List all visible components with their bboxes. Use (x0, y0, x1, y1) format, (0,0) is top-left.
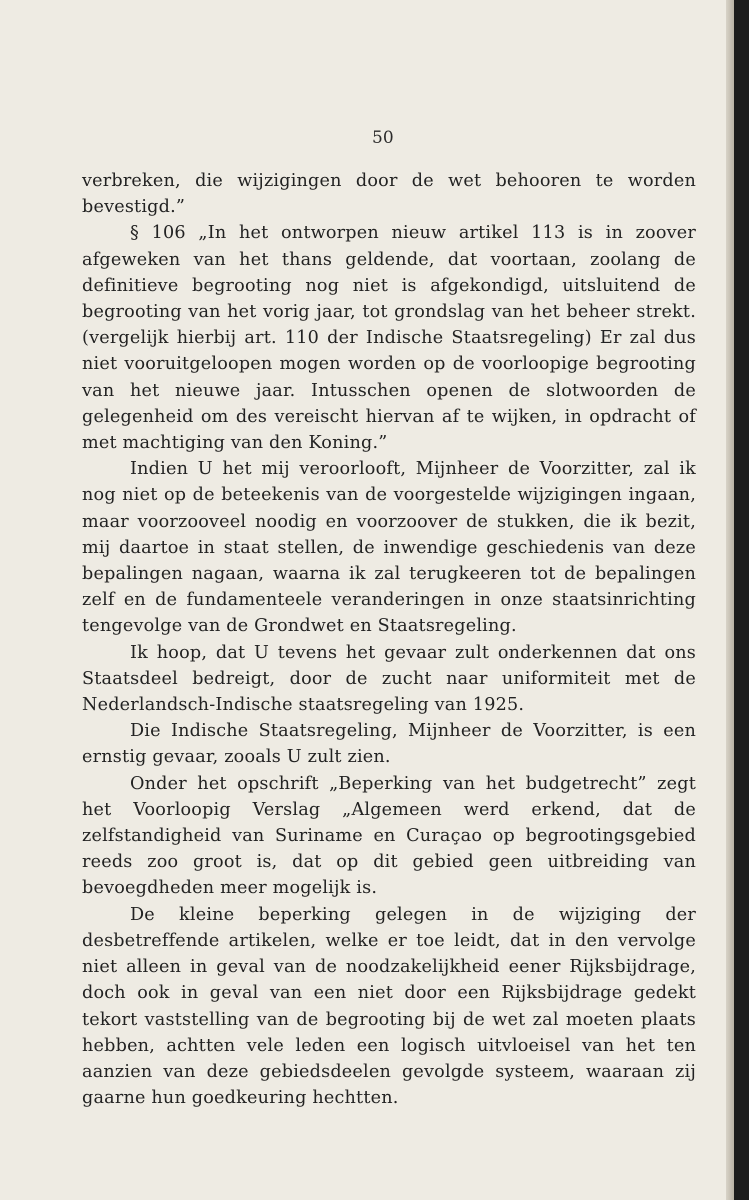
page-edge (726, 0, 734, 1200)
paragraph: Indien U het mij veroorlooft, Mijnheer de Voorzitter, zal ik nog niet op de beteekenis van de voorgestelde wijzigingen ingaan, maar voorzooveel noodig en voorzoover de stukken, die ik bezit, mij daartoe in staat stellen, de inwendige geschiedenis van deze bepalingen nagaan, waarna ik zal terugkeeren tot de bepalingen zelf en de fundamenteele veranderingen in onze staatsinrichting tengevolge van de Grondwet en Staatsregeling. (82, 459, 696, 637)
paragraph: De kleine beperking gelegen in de wijziging der desbetreffende artikelen, welke er toe leidt, dat in den vervolge niet alleen in geval van de noodzakelijkheid eener Rijksbijdrage, doch ook in geval van een niet door een Rijksbijdrage gedekt tekort vaststelling van de begrooting bij de wet zal moeten plaats hebben, achtten vele leden een logisch uitvloeisel van het ten aanzien van deze gebiedsdeelen gevolgde systeem, waaraan zij gaarne hun goedkeuring hechtten. (82, 904, 696, 1109)
page-number: 50 (372, 128, 394, 148)
scan-border (734, 0, 749, 1200)
paragraph: verbreken, die wijzigingen door de wet behooren te worden bevestigd.” (82, 171, 696, 218)
paragraph: § 106 „In het ontworpen nieuw artikel 113 is in zoover afgeweken van het thans geldende, dat voortaan, zoolang de definitieve begrooting nog niet is afgekondigd, uitsluitend de begrooting van het vorig jaar, tot grondslag van het beheer strekt. (vergelijk hierbij art. 110 der Indische Staatsregeling) Er zal dus niet vooruitgeloopen mogen worden op de voorloopige begrooting van het nieuwe jaar. Intusschen openen de slotwoorden de gelegenheid om des vereischt hiervan af te wijken, in opdracht of met machtiging van den Koning.” (82, 223, 696, 454)
paragraph: Die Indische Staatsregeling, Mijnheer de Voorzitter, is een ernstig gevaar, zooals U zult zien. (82, 721, 696, 768)
body-text (82, 168, 696, 1111)
paragraph: Ik hoop, dat U tevens het gevaar zult onderkennen dat ons Staatsdeel bedreigt, door de zucht naar uniformiteit met de Nederlandsch-Indische staatsregeling van 1925. (82, 642, 696, 716)
paragraph: Onder het opschrift „Beperking van het budgetrecht” zegt het Voorloopig Verslag „Algemeen werd erkend, dat de zelfstandigheid van Suriname en Curaçao op begrootingsgebied reeds zoo groot is, dat op dit gebied geen uitbreiding van bevoegdheden meer mogelijk is. (82, 773, 696, 899)
